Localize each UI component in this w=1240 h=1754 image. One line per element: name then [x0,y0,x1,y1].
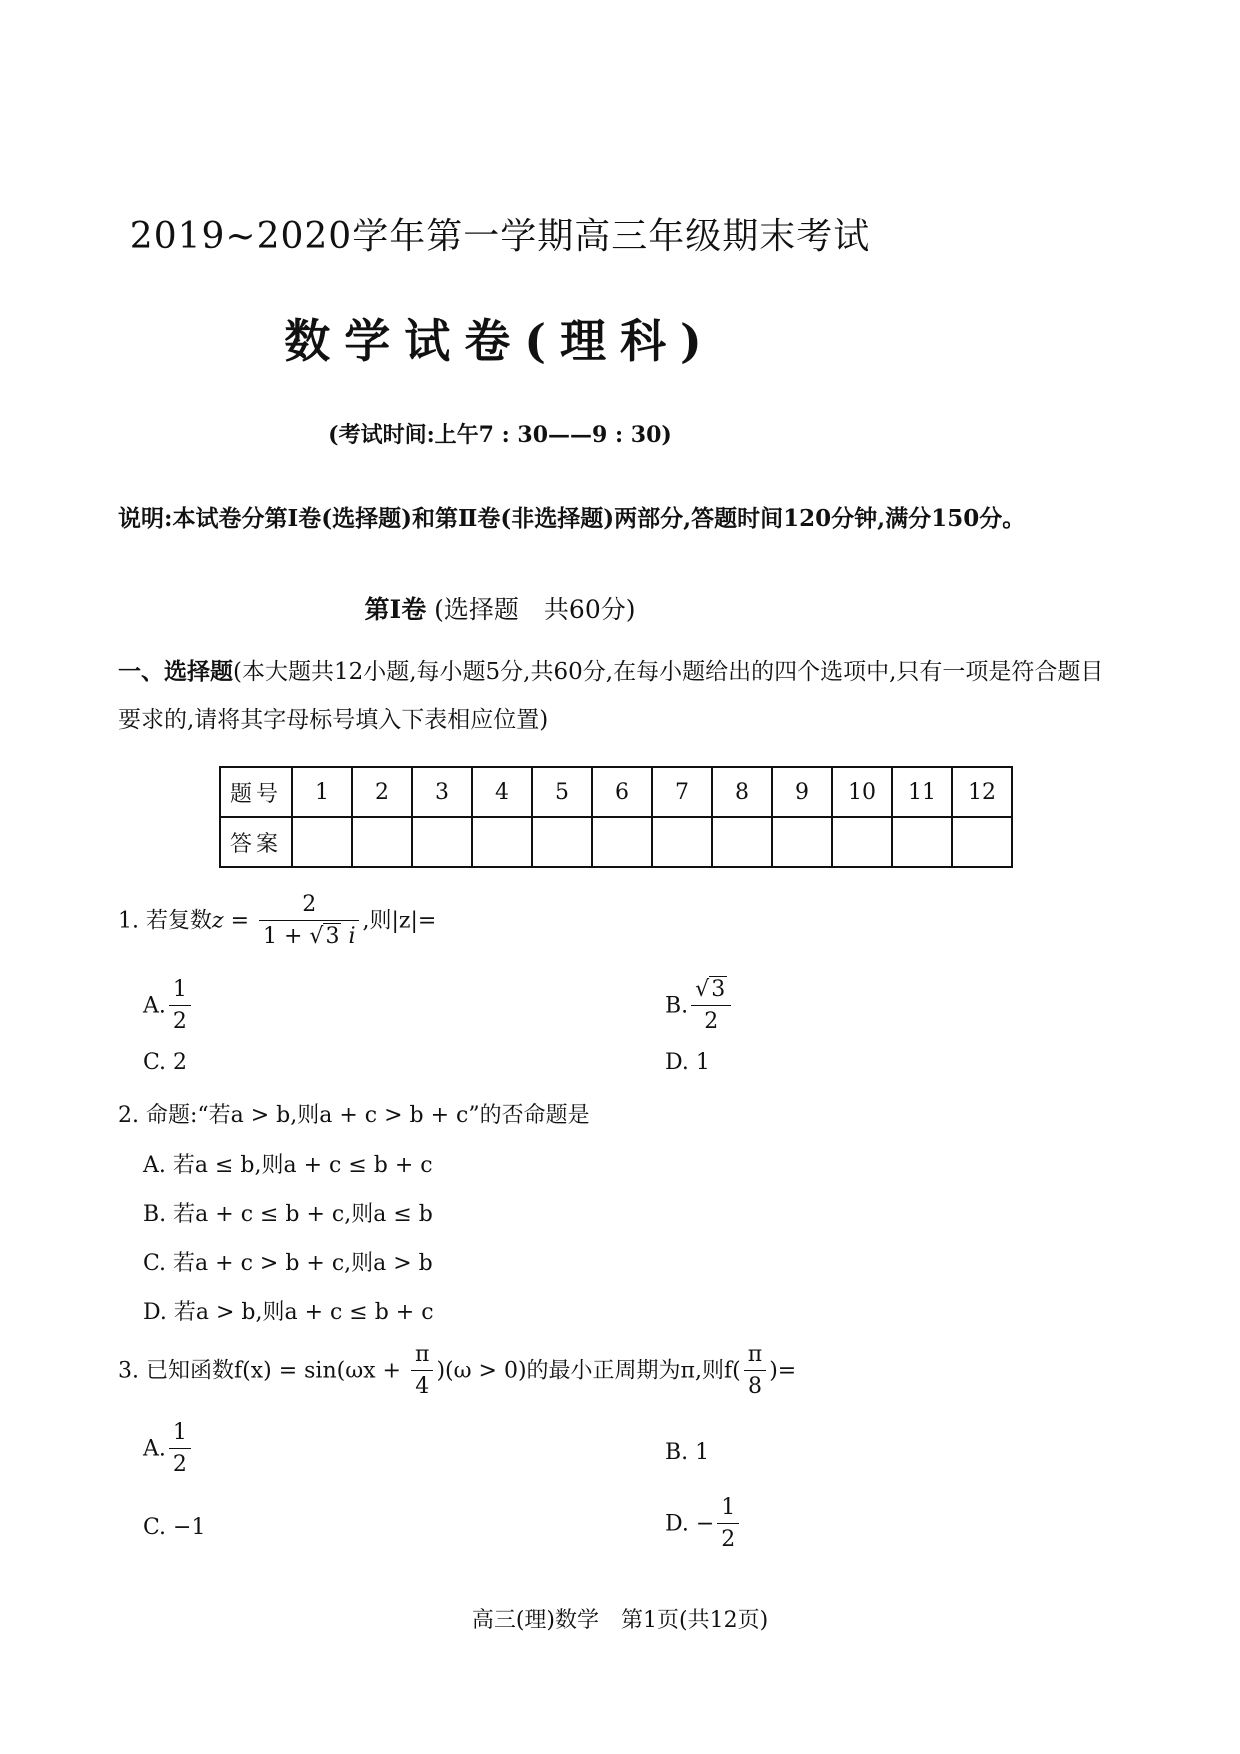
q1-option-a[interactable] [143,975,194,1038]
question-number-cell: 11 [892,767,952,817]
q3-fraction-1 [411,1340,433,1403]
question-number-cell: 3 [412,767,472,817]
intro-text: (本大题共12小题,每小题5分,共60分,在每小题给出的四个选项中,只有一项是符合题目要求的,请将其字母标号填入下表相应位置) [118,659,1104,733]
answer-cell[interactable] [532,817,592,867]
question-number-cell: 10 [832,767,892,817]
question-number-cell: 9 [772,767,832,817]
q1-fraction [259,890,359,953]
q1-a-label: A. [143,993,166,1019]
question-number-cell: 4 [472,767,532,817]
q3-d-num: 1 [717,1493,739,1524]
question-1-stem [118,890,436,953]
q3-option-c[interactable]: C. −1 [143,1515,206,1540]
q3-fraction-2 [744,1340,766,1403]
row-label-number: 题号 [220,767,292,817]
answer-cell[interactable] [712,817,772,867]
q1-numerator: 2 [259,890,359,921]
q3-option-d[interactable] [665,1493,742,1556]
question-number-cell: 12 [952,767,1012,817]
exam-time: (考试时间:上午7 : 30——9 : 30) [328,422,672,448]
q3-a-fraction [169,1418,191,1481]
question-3-stem [118,1340,796,1403]
answer-cell[interactable] [892,817,952,867]
question-number-cell: 1 [292,767,352,817]
q1-sqrt: √3 [309,924,340,949]
q2-option-d[interactable]: D. 若a > b,则a + c ≤ b + c [143,1300,434,1325]
q1-option-d[interactable]: D. 1 [665,1050,710,1075]
q1-b-fraction [691,975,731,1038]
q1-eq: = [223,908,256,934]
section-title: 第Ⅰ卷 [364,595,427,624]
q3-option-a[interactable] [143,1418,194,1481]
answer-cell[interactable] [352,817,412,867]
answer-cell[interactable] [592,817,652,867]
q1-suffix: ,则|z|= [362,908,437,934]
section-intro [118,648,1118,744]
q3-pre: 3. 已知函数f(x) = sin(ωx + [118,1358,408,1384]
question-number-cell: 7 [652,767,712,817]
answer-cell[interactable] [652,817,712,867]
q1-option-b[interactable] [665,975,734,1038]
answer-table-number-row [220,767,1012,817]
q1-prefix: 1. 若复数 [118,908,212,934]
answer-cell[interactable] [292,817,352,867]
section-detail: (选择题 共60分) [434,595,636,624]
page-footer: 高三(理)数学 第1页(共12页) [471,1608,769,1633]
q3-f2-num: π [744,1340,766,1371]
answer-cell[interactable] [472,817,532,867]
q1-b-radicand: 3 [711,977,726,1002]
q3-mid: )(ω > 0)的最小正周期为π,则f( [436,1358,741,1384]
q1-a-fraction [169,975,191,1038]
q3-d-label: D. − [665,1511,715,1537]
q1-den-post: i [341,924,356,949]
q3-f2-den: 8 [747,1374,762,1399]
question-number-cell: 6 [592,767,652,817]
answer-table [219,766,1013,868]
q1-option-c[interactable]: C. 2 [143,1050,188,1075]
q3-f1-den: 4 [415,1374,430,1399]
q3-a-den: 2 [172,1452,187,1477]
question-number-cell: 5 [532,767,592,817]
q1-radicand: 3 [325,924,340,949]
q1-var: z [211,908,224,934]
q1-a-num: 1 [169,975,191,1006]
section-heading [0,590,1000,626]
answer-cell[interactable] [412,817,472,867]
question-2-stem: 2. 命题:“若a > b,则a + c > b + c”的否命题是 [118,1103,590,1128]
q2-option-c[interactable]: C. 若a + c > b + c,则a > b [143,1251,433,1276]
q1-b-den: 2 [704,1009,719,1034]
q1-denominator [259,921,359,953]
q3-a-label: A. [143,1436,166,1462]
q3-a-num: 1 [169,1418,191,1449]
q2-option-a[interactable]: A. 若a ≤ b,则a + c ≤ b + c [143,1153,433,1178]
answer-cell[interactable] [832,817,892,867]
q1-den-pre: 1 + [263,924,310,949]
exam-subtitle: 数学试卷(理科) [284,314,716,368]
q3-d-fraction [717,1493,739,1556]
answer-cell[interactable] [772,817,832,867]
q1-b-sqrt: √3 [695,977,726,1002]
q1-b-num [691,975,731,1006]
question-number-cell: 8 [712,767,772,817]
q3-option-b[interactable]: B. 1 [665,1440,710,1465]
question-number-cell: 2 [352,767,412,817]
q1-a-den: 2 [172,1009,187,1034]
row-label-answer: 答案 [220,817,292,867]
q2-option-b[interactable]: B. 若a + c ≤ b + c,则a ≤ b [143,1202,433,1227]
exam-title: 2019~2020学年第一学期高三年级期末考试 [129,216,871,257]
q1-b-label: B. [665,993,689,1019]
q3-f1-num: π [411,1340,433,1371]
intro-label: 一、选择题 [118,658,233,685]
answer-cell[interactable] [952,817,1012,867]
answer-table-answer-row [220,817,1012,867]
q3-d-den: 2 [721,1527,736,1552]
q3-post: )= [769,1358,797,1384]
instructions-note: 说明:本试卷分第Ⅰ卷(选择题)和第Ⅱ卷(非选择题)两部分,答题时间120分钟,满分150分。 [118,505,1026,532]
